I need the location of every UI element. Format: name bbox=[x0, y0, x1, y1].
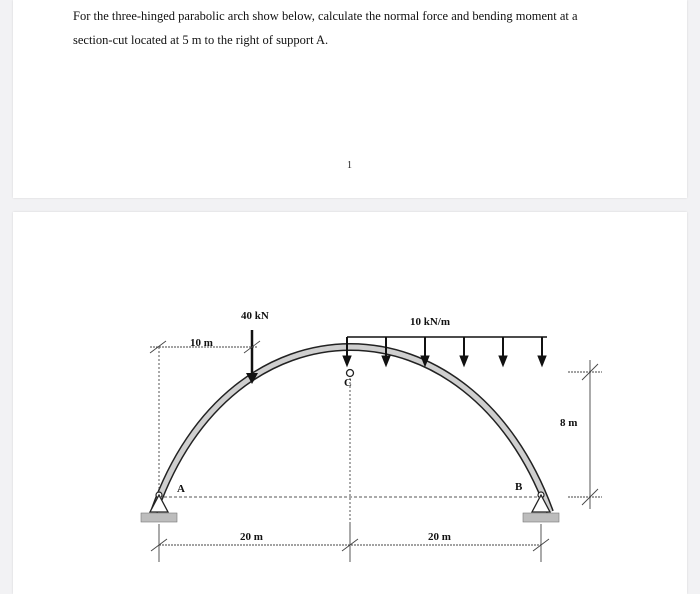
distributed-load-label: 10 kN/m bbox=[410, 316, 451, 328]
question-line-2: section-cut located at 5 m to the right of support A. bbox=[73, 33, 329, 47]
page-number: 1 bbox=[347, 160, 352, 171]
dim-load-offset-label: 10 m bbox=[190, 337, 213, 349]
dim-right-span-label: 20 m bbox=[428, 531, 451, 543]
label-c: C bbox=[344, 377, 352, 389]
label-b: B bbox=[515, 481, 523, 493]
hinge-c bbox=[347, 370, 354, 377]
dim-rise-line bbox=[568, 360, 602, 509]
label-a: A bbox=[177, 483, 185, 495]
dim-left-span-label: 20 m bbox=[240, 531, 263, 543]
point-load-label: 40 kN bbox=[241, 310, 269, 322]
question-line-1: For the three-hinged parabolic arch show below, calculate the normal force and bending moment at a bbox=[73, 9, 578, 23]
point-load-arrow bbox=[246, 330, 258, 384]
dim-rise-label: 8 m bbox=[560, 417, 578, 429]
